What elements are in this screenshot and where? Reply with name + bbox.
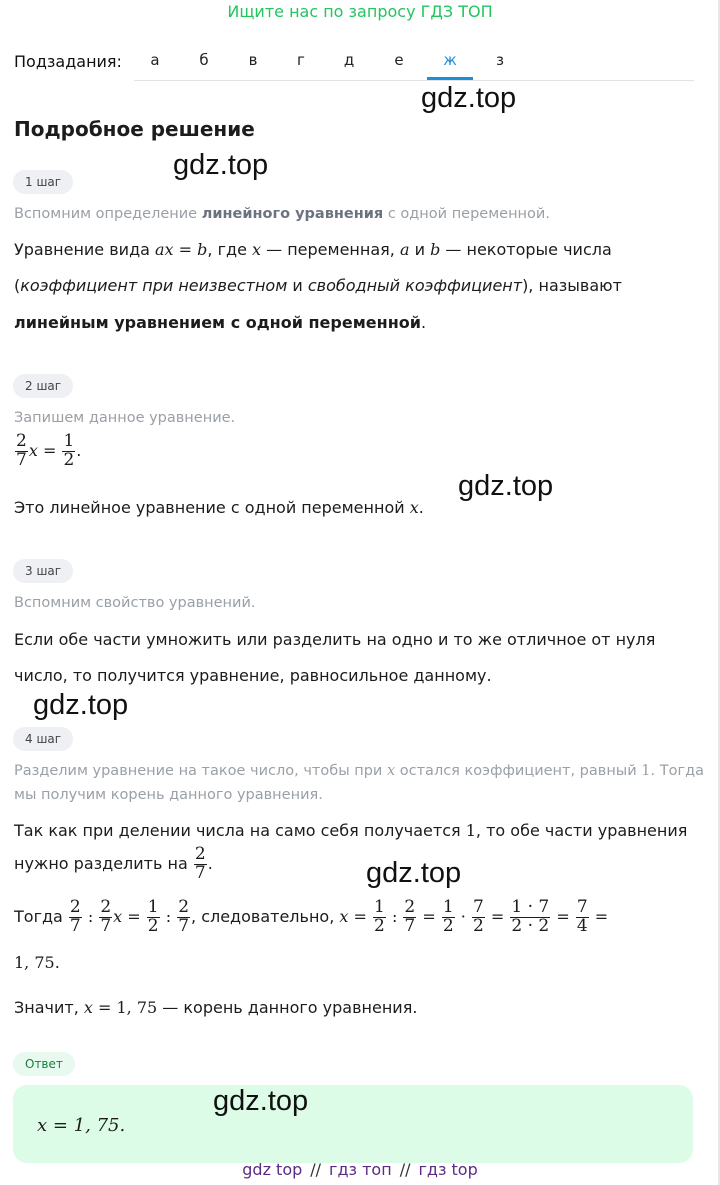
step-text: Уравнение вида ax = b, где x — переменная, a и b — некоторые числа: [14, 240, 612, 259]
step-badge: 4 шаг: [13, 727, 73, 751]
step-hint: Запишем данное уравнение.: [14, 410, 236, 426]
subtask-tab-a[interactable]: а: [150, 51, 160, 69]
equation: $\frac{2}{7}$ x = $\frac{1}{2}$ .: [16, 431, 82, 470]
footer-separator: //: [310, 1160, 322, 1179]
subtask-tab-z[interactable]: з: [496, 51, 504, 69]
answer-value: x = 1, 75.: [37, 1115, 126, 1136]
solution-line: Тогда $\frac{2}{7}$ : $\frac{2}{7}$ x = $\frac{1}{2}$ : $\frac{2}{7}$ , следовательно, x = $\frac{1}{2}$ : $\frac{2}{7}$ = $\frac{1}{2}$ · $\frac{7}{2}$ = $\frac{1 \cdot 7}{2 \cdot 2}$ = $\frac{7}{4}$ =: [14, 897, 609, 936]
footer-link[interactable]: гдз топ: [329, 1160, 392, 1179]
step-badge: 2 шаг: [13, 374, 73, 398]
step-text: Значит, x = 1, 75 — корень данного уравнения.: [14, 998, 418, 1017]
step-hint: Вспомним определение линейного уравнения с одной переменной.: [14, 206, 550, 222]
subtask-tab-e[interactable]: е: [394, 51, 404, 69]
subtasks-tabs: [134, 38, 694, 81]
step-text: Так как при делении числа на само себя получается 1, то обе части уравнения: [14, 821, 688, 840]
step-hint: Вспомним свойство уравнений.: [14, 595, 256, 611]
watermark: gdz.top: [33, 689, 129, 721]
footer-links: [0, 1160, 720, 1179]
answer-box: [13, 1085, 693, 1163]
answer-badge: Ответ: [13, 1052, 75, 1076]
footer-link[interactable]: гдз top: [418, 1160, 478, 1179]
search-banner: Ищите нас по запросу ГДЗ ТОП: [227, 2, 493, 21]
footer-separator: //: [399, 1160, 411, 1179]
step-hint: мы получим корень данного уравнения.: [14, 787, 323, 803]
subtask-tab-zh[interactable]: ж: [443, 51, 457, 69]
step-hint: Разделим уравнение на такое число, чтобы при x остался коэффициент, равный 1. Тогда: [14, 763, 704, 779]
page-title: Подробное решение: [14, 117, 255, 141]
step-text: Если обе части умножить или разделить на одно и то же отличное от нуля: [14, 630, 656, 649]
step-text: нужно разделить на $\frac{2}{7}$ .: [14, 844, 213, 883]
active-tab-indicator: [427, 77, 473, 80]
step-badge: 3 шаг: [13, 559, 73, 583]
watermark: gdz.top: [458, 470, 554, 502]
step-text: число, то получится уравнение, равносильное данному.: [14, 666, 492, 685]
solution-line: 1, 75.: [14, 953, 60, 972]
subtask-tab-v[interactable]: в: [248, 51, 258, 69]
watermark: gdz.top: [366, 857, 462, 889]
step-text: Это линейное уравнение с одной переменной x.: [14, 498, 424, 517]
step-badge: 1 шаг: [13, 170, 73, 194]
subtask-tab-d[interactable]: д: [343, 51, 355, 69]
subtasks-label: Подзадания:: [14, 52, 122, 71]
watermark: gdz.top: [421, 82, 517, 114]
watermark: gdz.top: [213, 1085, 309, 1117]
subtask-tab-g[interactable]: г: [297, 51, 305, 69]
footer-link[interactable]: gdz top: [242, 1160, 303, 1179]
step-text: линейным уравнением с одной переменной.: [14, 313, 427, 332]
subtask-tab-b[interactable]: б: [199, 51, 209, 69]
step-text: (коэффициент при неизвестном и свободный коэффициент), называют: [14, 276, 622, 295]
watermark: gdz.top: [173, 149, 269, 181]
